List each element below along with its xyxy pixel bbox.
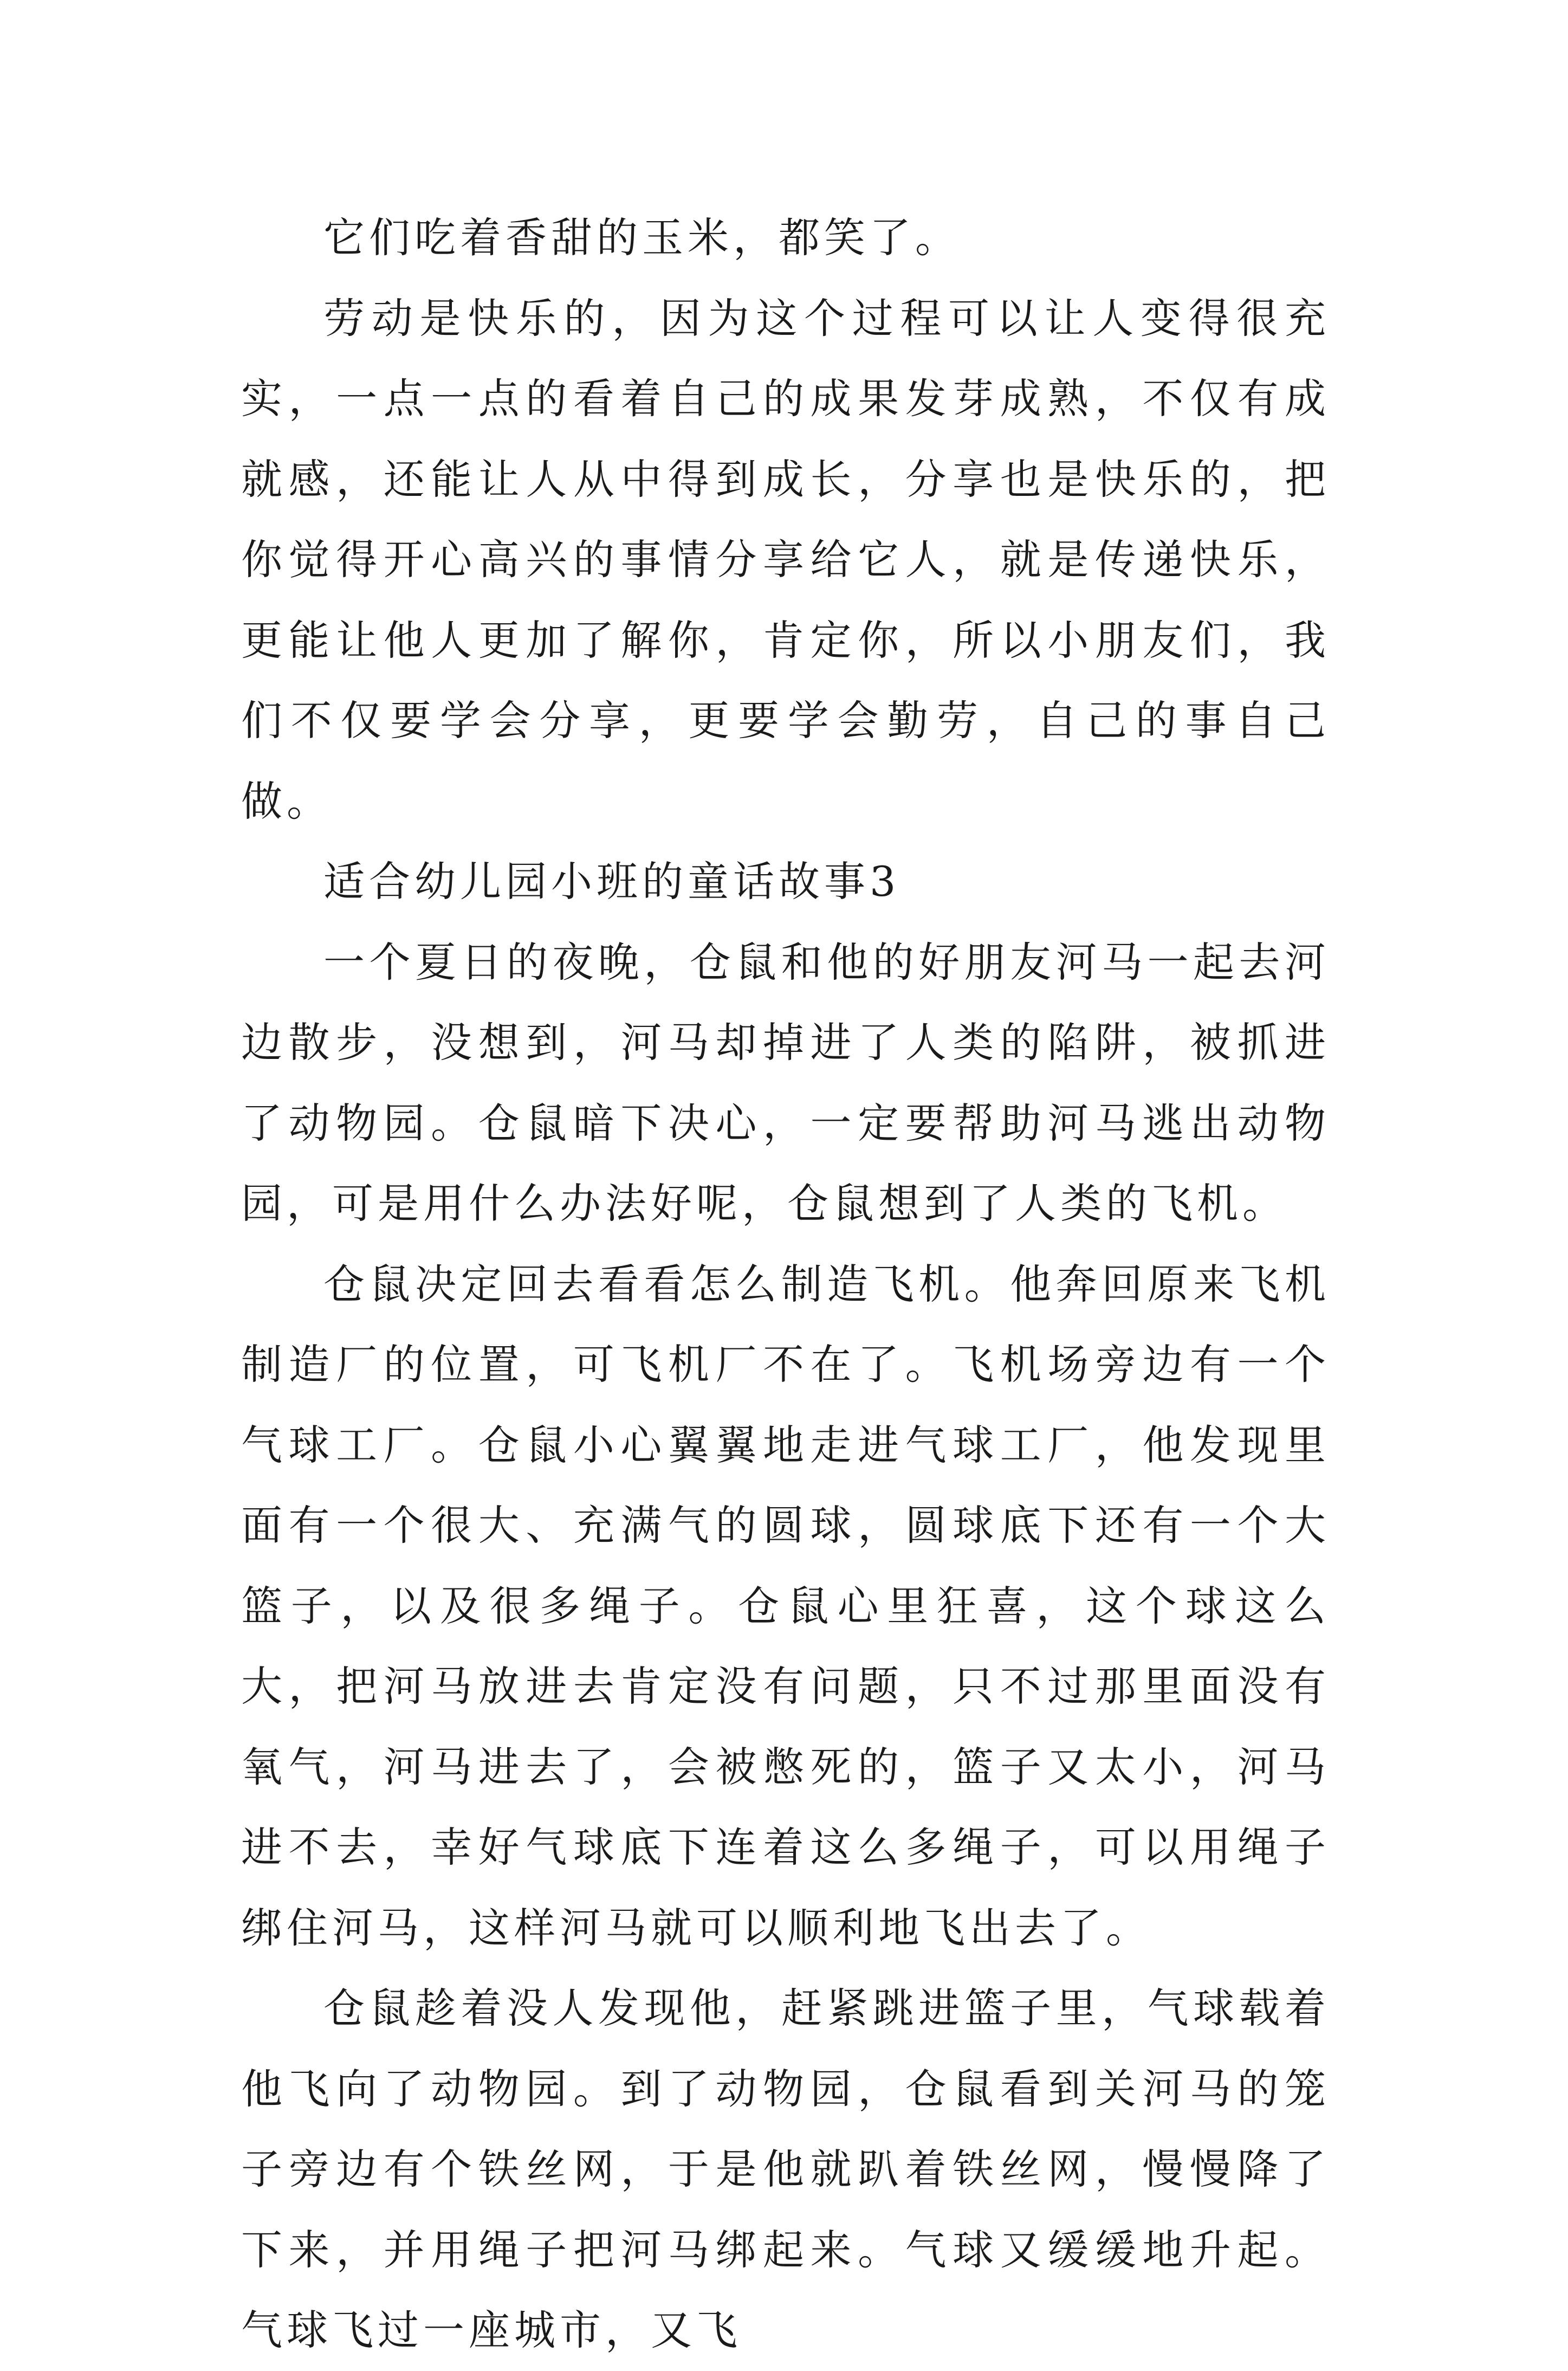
paragraph-moral: 劳动是快乐的，因为这个过程可以让人变得很充实，一点一点的看着自己的成果发芽成熟，不仅有成就感，还能让人从中得到成长，分享也是快乐的，把你觉得开心高兴的事情分享给它人，就是传递快乐，更能让他人更加了解你，肯定你，所以小朋友们，我们不仅要学会分享，更要学会勤劳，自己的事自己做。 <box>241 294 1330 825</box>
story-heading: 适合幼儿园小班的童话故事3 <box>323 857 900 906</box>
paragraph-summer-night: 一个夏日的夜晚，仓鼠和他的好朋友河马一起去河边散步，没想到，河马却掉进了人类的陷阱，被抓进了动物园。仓鼠暗下决心，一定要帮助河马逃出动物园，可是用什么办法好呢，仓鼠想到了人类的飞机。 <box>241 938 1330 1228</box>
paragraph-balloon-factory: 仓鼠决定回去看看怎么制造飞机。他奔回原来飞机制造厂的位置，可飞机厂不在了。飞机场旁边有一个气球工厂。仓鼠小心翼翼地走进气球工厂，他发现里面有一个很大、充满气的圆球，圆球底下还有一个大篮子，以及很多绳子。仓鼠心里狂喜，这个球这么大，把河马放进去肯定没有问题，只不过那里面没有氧气，河马进去了，会被憋死的，篮子又太小，河马进不去，幸好气球底下连着这么多绳子，可以用绳子绑住河马，这样河马就可以顺利地飞出去了。 <box>241 1259 1330 1952</box>
paragraph-rescue-flight: 仓鼠趁着没人发现他，赶紧跳进篮子里，气球载着他飞向了动物园。到了动物园，仓鼠看到关河马的笼子旁边有个铁丝网，于是他就趴着铁丝网，慢慢降了下来，并用绳子把河马绑起来。气球又缓缓地升起。气球飞过一座城市，又飞 <box>241 1984 1330 2354</box>
document-body <box>241 198 1330 2371</box>
paragraph-corn-ending: 它们吃着香甜的玉米，都笑了。 <box>323 214 961 262</box>
